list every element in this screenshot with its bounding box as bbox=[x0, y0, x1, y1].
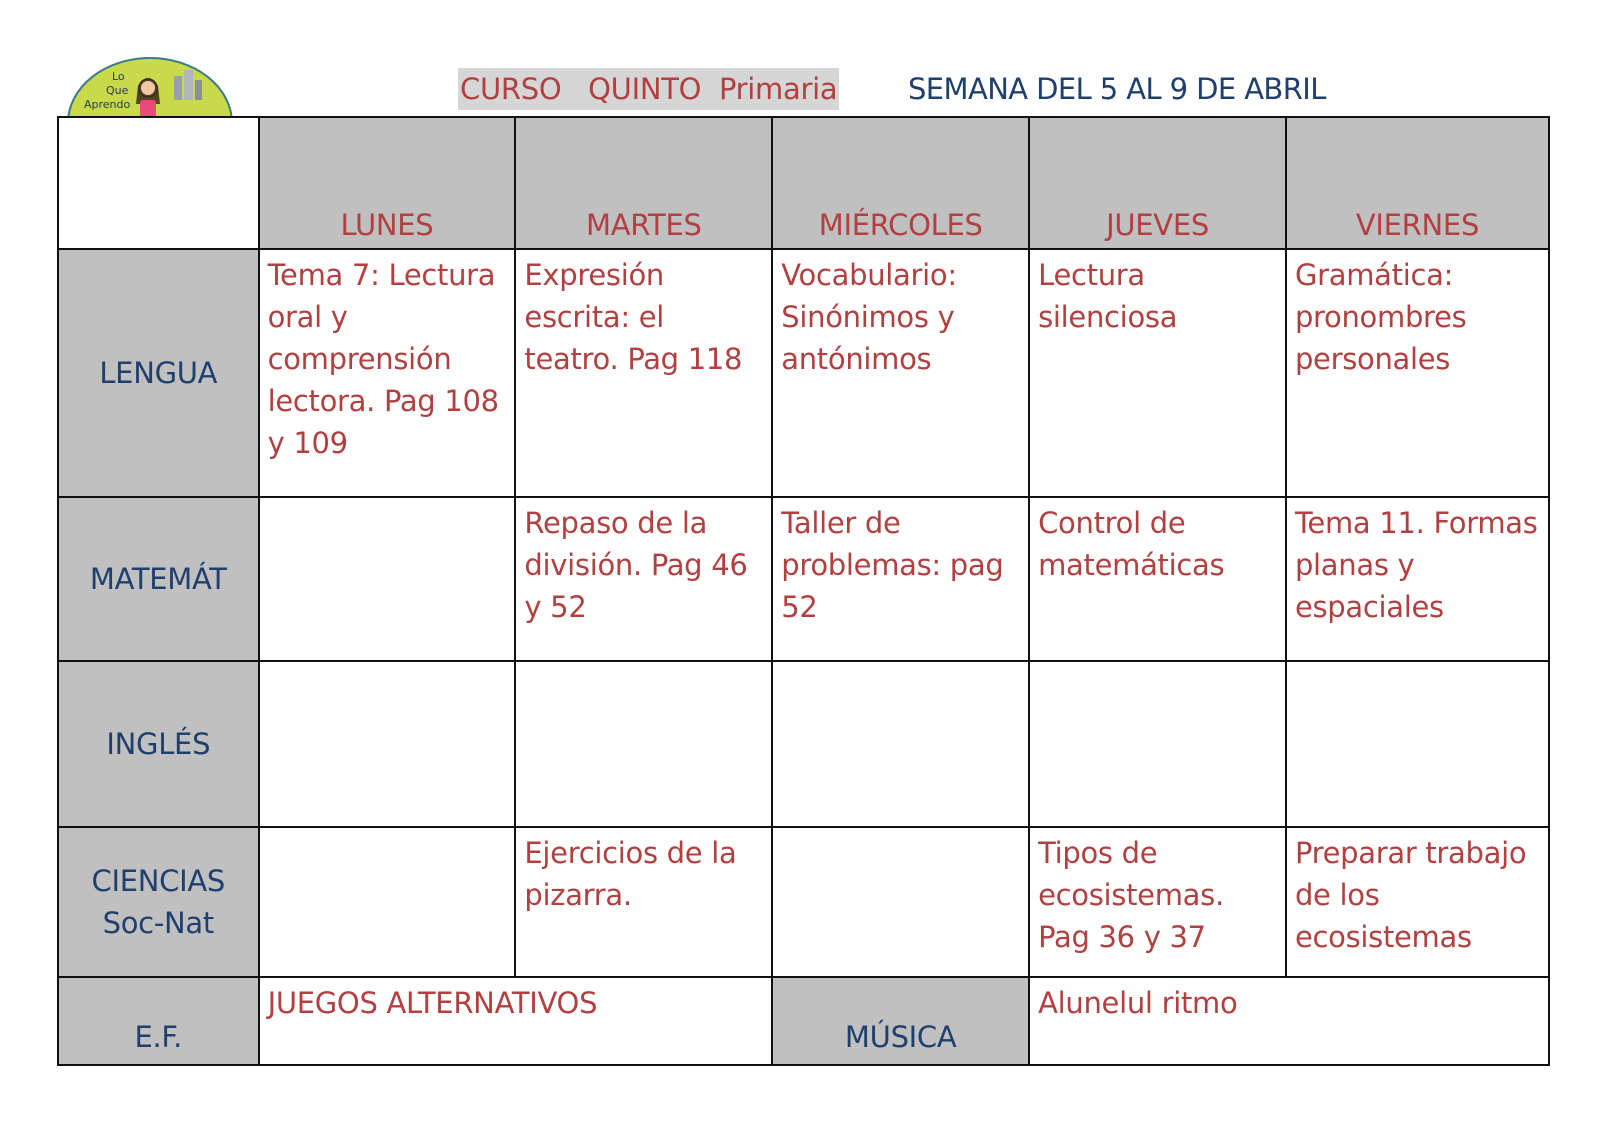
day-header-row bbox=[58, 117, 1549, 249]
day-header bbox=[1029, 117, 1286, 249]
cell-text: Taller de problemas: pag 52 bbox=[781, 506, 1004, 624]
day-header bbox=[1286, 117, 1549, 249]
schedule-cell bbox=[1029, 827, 1286, 977]
schedule-cell-musica bbox=[1029, 977, 1549, 1065]
cell-text: Control de matemáticas bbox=[1038, 506, 1225, 582]
subject-label bbox=[58, 827, 259, 977]
logo-text-1: Lo bbox=[112, 70, 125, 83]
schedule-cell bbox=[1029, 249, 1286, 497]
day-header bbox=[772, 117, 1029, 249]
cell-text: JUEGOS ALTERNATIVOS bbox=[267, 986, 598, 1020]
day-label: MIÉRCOLES bbox=[818, 208, 983, 242]
schedule-cell bbox=[1286, 497, 1549, 661]
table-corner bbox=[58, 117, 259, 249]
schedule-cell bbox=[1029, 497, 1286, 661]
subject-name: MÚSICA bbox=[844, 1020, 957, 1054]
schedule-cell-ef bbox=[259, 977, 773, 1065]
subject-label bbox=[58, 661, 259, 827]
cell-text: Expresión escrita: el teatro. Pag 118 bbox=[524, 258, 743, 376]
schedule-cell bbox=[259, 249, 516, 497]
day-label: LUNES bbox=[340, 208, 434, 242]
subject-name: MATEMÁT bbox=[89, 562, 227, 596]
cell-text: Preparar trabajo de los ecosistemas bbox=[1294, 836, 1527, 954]
schedule-cell bbox=[515, 249, 772, 497]
schedule-cell bbox=[259, 661, 516, 827]
cell-text: Vocabulario: Sinónimos y antónimos bbox=[781, 258, 957, 376]
subject-name: CIENCIAS bbox=[91, 864, 226, 898]
weekly-schedule-table bbox=[57, 116, 1550, 1066]
subject-label bbox=[58, 497, 259, 661]
schedule-cell bbox=[1286, 661, 1549, 827]
schedule-cell bbox=[515, 497, 772, 661]
subject-name: LENGUA bbox=[99, 356, 218, 390]
day-header bbox=[259, 117, 516, 249]
cell-text: Gramática: pronombres personales bbox=[1294, 258, 1467, 376]
cell-text: Tema 7: Lectura oral y comprensión lectora. Pag 108 y 109 bbox=[267, 258, 499, 460]
schedule-cell bbox=[1029, 661, 1286, 827]
subject-label bbox=[58, 249, 259, 497]
cell-text: Alunelul ritmo bbox=[1038, 986, 1238, 1020]
subject-name: INGLÉS bbox=[106, 727, 211, 761]
schedule-cell bbox=[772, 497, 1029, 661]
schedule-cell bbox=[515, 661, 772, 827]
subject-label bbox=[58, 977, 259, 1065]
table-row-ingles bbox=[58, 661, 1549, 827]
course-title: CURSO QUINTO Primaria bbox=[458, 68, 839, 110]
day-label: MARTES bbox=[586, 208, 702, 242]
cell-text: Tema 11. Formas planas y espaciales bbox=[1294, 506, 1538, 624]
cell-text: Lectura silenciosa bbox=[1038, 258, 1178, 334]
schedule-cell bbox=[1286, 827, 1549, 977]
schedule-cell bbox=[259, 497, 516, 661]
table-row-bottom bbox=[58, 977, 1549, 1065]
schedule-cell bbox=[259, 827, 516, 977]
day-label: JUEVES bbox=[1106, 208, 1209, 242]
cell-text: Tipos de ecosistemas. Pag 36 y 37 bbox=[1038, 836, 1224, 954]
cell-text: Ejercicios de la pizarra. bbox=[524, 836, 737, 912]
schedule-cell bbox=[772, 249, 1029, 497]
subject-name: E.F. bbox=[134, 1020, 183, 1054]
logo-text-2: Que bbox=[106, 84, 129, 97]
cell-text: Repaso de la división. Pag 46 y 52 bbox=[524, 506, 748, 624]
subject-name-sub: Soc-Nat bbox=[102, 906, 214, 940]
table-row-lengua bbox=[58, 249, 1549, 497]
day-label: VIERNES bbox=[1355, 208, 1480, 242]
subject-label bbox=[772, 977, 1029, 1065]
schedule-cell bbox=[515, 827, 772, 977]
week-title: SEMANA DEL 5 AL 9 DE ABRIL bbox=[908, 72, 1326, 106]
day-header bbox=[515, 117, 772, 249]
logo-text-3: Aprendo bbox=[84, 98, 131, 111]
table-row-matematicas bbox=[58, 497, 1549, 661]
schedule-cell bbox=[772, 827, 1029, 977]
table-row-ciencias bbox=[58, 827, 1549, 977]
schedule-cell bbox=[1286, 249, 1549, 497]
schedule-cell bbox=[772, 661, 1029, 827]
